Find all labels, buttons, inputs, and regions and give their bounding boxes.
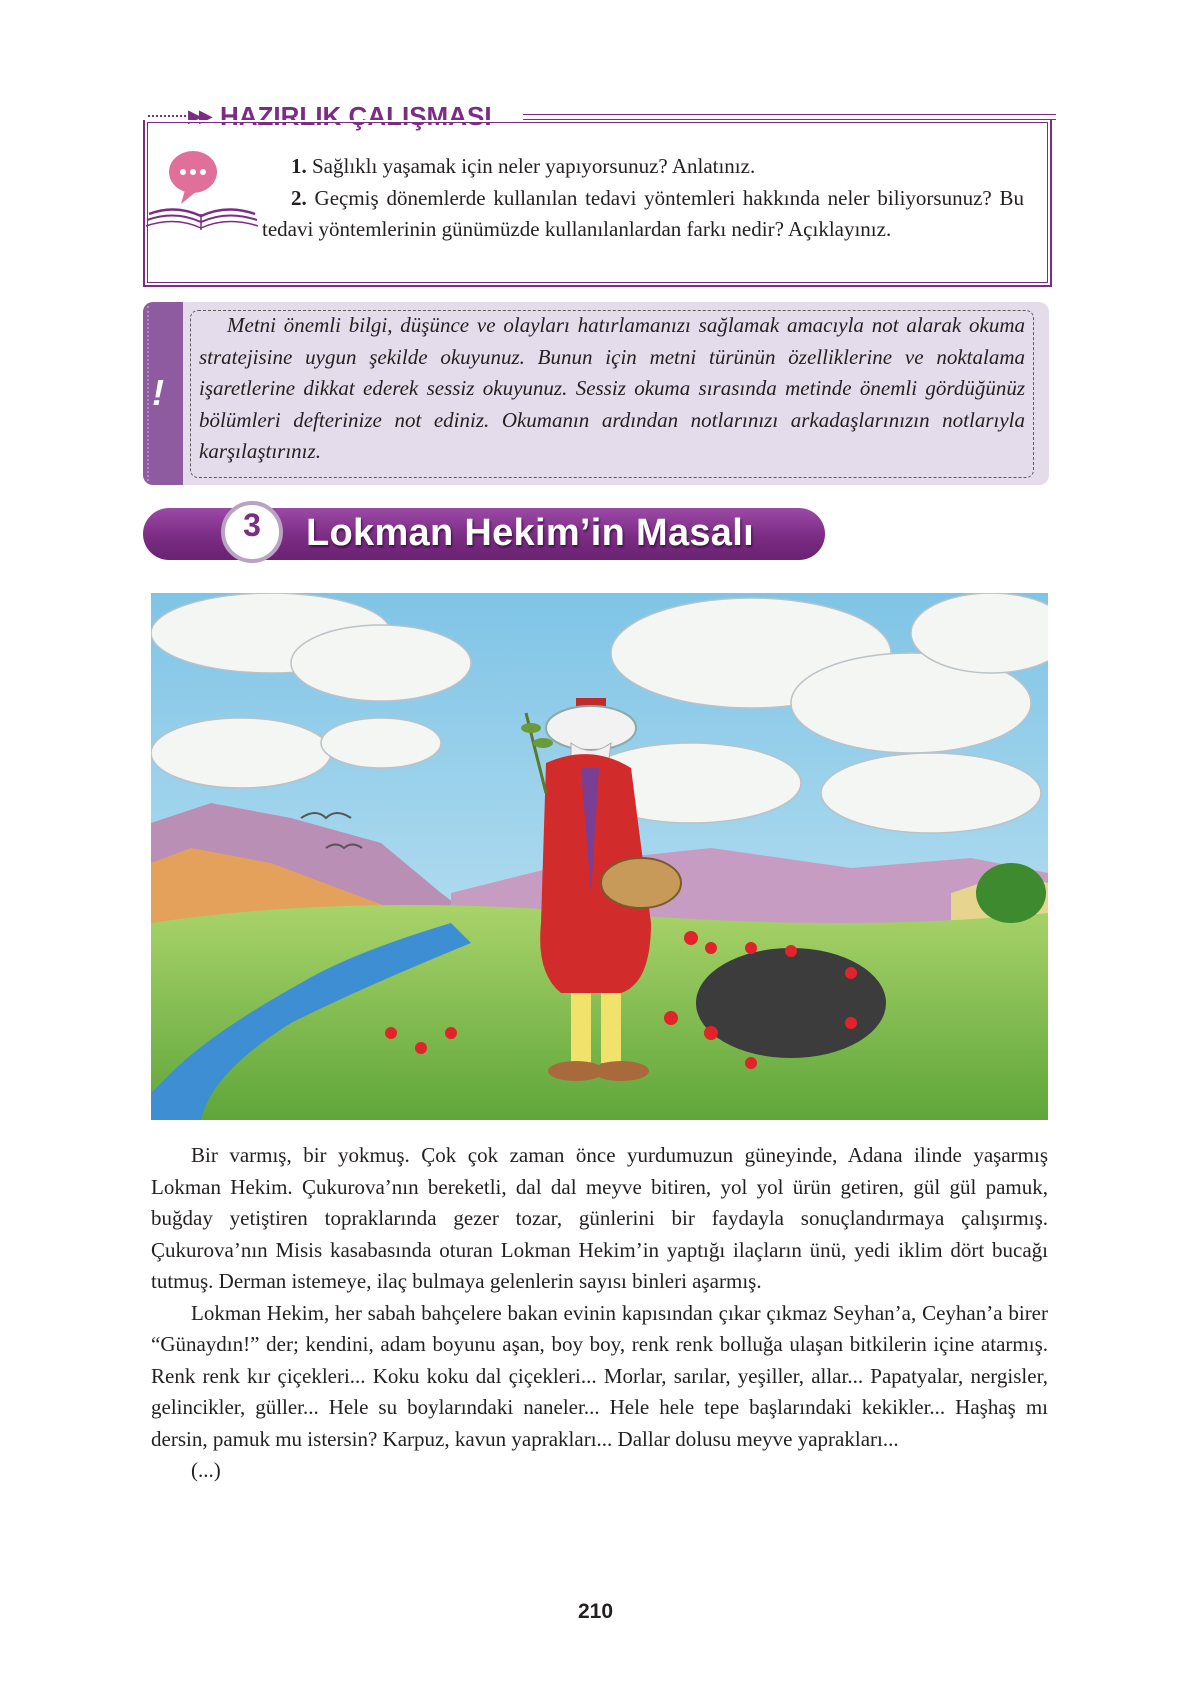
question-1 — [262, 151, 1024, 183]
note-bar-stripe — [147, 306, 149, 481]
title-dotted-leader — [148, 115, 186, 117]
exclamation-icon: ! — [152, 372, 164, 413]
double-arrow-icon: ▶▶ — [188, 106, 210, 127]
lesson-number: 3 — [243, 507, 261, 543]
question-2 — [262, 183, 1024, 246]
question-2-number: 2. — [291, 185, 307, 210]
question-1-text: Sağlıklı yaşamak için neler yapıyorsunuz? Anlatınız. — [312, 154, 756, 178]
story-text — [151, 1140, 1048, 1487]
story-paragraph-2: Lokman Hekim, her sabah bahçelere bakan evinin kapısından çıkar çıkmaz Seyhan’a, Ceyhan’a birer “Günaydın!” der; kendini, adam boyunu aşan, boy boy, renk renk bolluğa ulaşan bitkilerin içine atarmış. Renk renk kır çiçekleri... Koku koku dal çiçekleri... Morlar, sarılar, yeşiller, allar... Papatyalar, nergisler, gelincikler, güller... Hele su boylarındaki naneler... Hele hele tepe başlarındaki kekikler... Haşhaş mı dersin, pamuk mu istersin? Karpuz, kavun yaprakları... Dallar dolusu meyve yaprakları... — [151, 1300, 1048, 1451]
question-2-text: Geçmiş dönemlerde kullanılan tedavi yöntemleri hakkında neler biliyorsunuz? Bu tedavi yöntemlerinin günümüzde kullanılanlardan farkı nedir? Açıklayınız. — [262, 185, 1024, 241]
note-paragraph: Metni önemli bilgi, düşünce ve olayları hatırlamanızı sağlamak amacıyla not alarak okuma stratejisine uygun şekilde okuyunuz. Bunun için metni türünün özelliklerine ve noktalama işaretlerine dikkat ederek sessiz okuyunuz. Sessiz okuma sırasında metinde önemli gördüğünüz bölümleri defterinize not ediniz. Okumanın ardından notlarınızı arkadaşlarınızın notlarıyla karşılaştırınız. — [199, 313, 1025, 463]
page-number: 210 — [577, 1600, 614, 1623]
story-paragraph-1: Bir varmış, bir yokmuş. Çok çok zaman önce yurdumuzun güneyinde, Adana ilinde yaşarmış Lokman Hekim. Çukurova’nın bereketli, dal dal meyve bitiren, yol yol ürün getiren, gül gül pamuk, buğday yetiştiren topraklarında gezer tozar, günlerini bir faydayla sonuçlandırmaya çalışırmış. Çukurova’nın Misis kasabasında oturan Lokman Hekim’in yaptığı ilaçların ünü, yedi iklim dört bucağı tutmuş. Derman istemeye, ilaç bulmaya gelenlerin sayısı binleri aşarmış. — [151, 1143, 1048, 1293]
lokman-hekim-illustration — [151, 593, 1048, 1120]
note-text — [199, 310, 1025, 468]
preparation-questions — [262, 151, 1024, 246]
preparation-title: HAZIRLIK ÇALIŞMASI — [220, 101, 492, 131]
question-1-number: 1. — [291, 154, 307, 178]
story-ellipsis: (...) — [191, 1458, 221, 1482]
lesson-title: Lokman Hekim’in Masalı — [306, 512, 754, 554]
speech-bubble-book-icon — [145, 150, 260, 240]
